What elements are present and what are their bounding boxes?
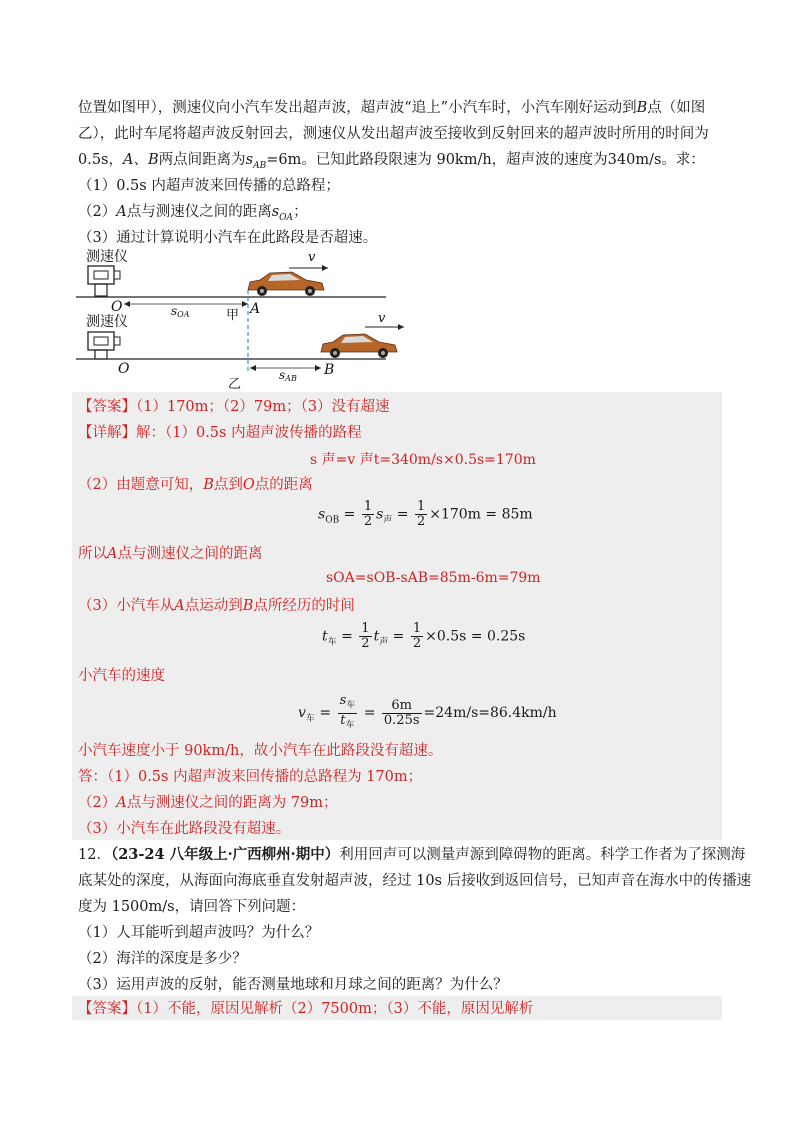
- speed-measurement-figure: [76, 246, 406, 392]
- speed-meter-device-2: [88, 332, 120, 359]
- detail-11-conclusion: 小汽车速度小于 90km/h，故小汽车在此路段没有超速。: [78, 743, 443, 759]
- detail-11-intro: 【详解】解：（1）0.5s 内超声波传播的路程: [78, 425, 362, 441]
- speed-meter-device-1: [88, 266, 120, 296]
- detail-11-speed-label: 小汽车的速度: [78, 668, 165, 684]
- s-ab-label: sAB: [279, 368, 297, 383]
- equation-5: $v_车$ = $\frac{s_车}{t_车}$ = $\frac{6m}{0.25s}$ =24m/s=86.4km/h: [298, 693, 557, 731]
- answer-11-summary: 【答案】（1）170m；（2）79m；（3）没有超速: [78, 399, 390, 415]
- problem-12-line-3: 度为 1500m/s，请回答下列问题：: [78, 899, 306, 915]
- point-o-1: O: [111, 299, 123, 315]
- velocity-label-1: v: [308, 250, 316, 265]
- final-answer-3: （3）小汽车在此路段没有超速。: [78, 821, 291, 837]
- problem-line-1: 位置如图甲），测速仪向小汽车发出超声波，超声波“追上”小汽车时，小汽车刚好运动到B点（如图: [78, 100, 706, 116]
- label-yi: 乙: [228, 377, 242, 392]
- device-label-1: 测速仪: [86, 249, 128, 265]
- problem-12-question-3: （3）运用声波的反射，能否测量地球和月球之间的距离？为什么？: [78, 977, 508, 993]
- detail-11-distance: 所以A点与测速仪之间的距离: [78, 546, 263, 562]
- final-answer-2: （2）A点与测速仪之间的距离为 79m；: [78, 795, 338, 811]
- s-oa-label: sOA: [171, 304, 190, 319]
- problem-12-line-1: 12．（23-24 八年级上·广西柳州·期中）利用回声可以测量声源到障碍物的距离。科学工作者为了探测海: [78, 846, 746, 863]
- problem-12-question-1: （1）人耳能听到超声波吗？为什么？: [78, 925, 320, 941]
- equation-3: sOA=sOB-sAB=85m-6m=79m: [326, 570, 541, 586]
- car-1: [248, 272, 324, 296]
- final-answer-1: 答：（1）0.5s 内超声波来回传播的总路程为 170m；: [78, 769, 423, 785]
- problem-line-3: 0.5s，A、B两点间距离为$s_{AB}=6m$。已知此路段限速为 90km/h，超声波的速度为340m/s。求：: [78, 152, 705, 171]
- answer-12-summary: 【答案】（1）不能，原因见解析（2）7500m；（3）不能，原因见解析: [78, 1001, 534, 1017]
- device-label-2: 测速仪: [86, 314, 128, 330]
- detail-11-step-2: （2）由题意可知，B点到O点的距离: [78, 477, 313, 493]
- question-2: （2）A点与测速仪之间的距离$s_{OA}$；: [78, 204, 308, 223]
- question-1: （1）0.5s 内超声波来回传播的总路程；: [78, 178, 340, 194]
- label-jia: 甲: [226, 308, 240, 323]
- point-a: A: [250, 301, 261, 317]
- point-o-2: O: [118, 361, 130, 377]
- equation-2: $s_{OB}$ = $\frac{1}{2}$ $s_声$ = $\frac{1}{2}$ ×170m = 85m: [318, 499, 533, 529]
- problem-12-question-2: （2）海洋的深度是多少？: [78, 951, 247, 967]
- equation-4: $t_车$ = $\frac{1}{2}$ $t_声$ = $\frac{1}{2}$ ×0.5s = 0.25s: [322, 621, 526, 651]
- velocity-label-2: v: [378, 311, 386, 326]
- problem-line-2: 乙），此时车尾将超声波反射回去，测速仪从发出超声波至接收到反射回来的超声波时所用的时间为: [78, 126, 709, 142]
- point-b: B: [324, 362, 335, 378]
- car-2: [321, 334, 397, 358]
- question-3: （3）通过计算说明小汽车在此路段是否超速。: [78, 230, 378, 246]
- problem-12-line-2: 底某处的深度，从海面向海底垂直发射超声波，经过 10s 后接收到返回信号，已知声音在海水中的传播速: [78, 873, 752, 889]
- detail-11-step-3: （3）小汽车从A点运动到B点所经历的时间: [78, 598, 355, 614]
- equation-1: s 声=v 声t=340m/s×0.5s=170m: [310, 452, 536, 468]
